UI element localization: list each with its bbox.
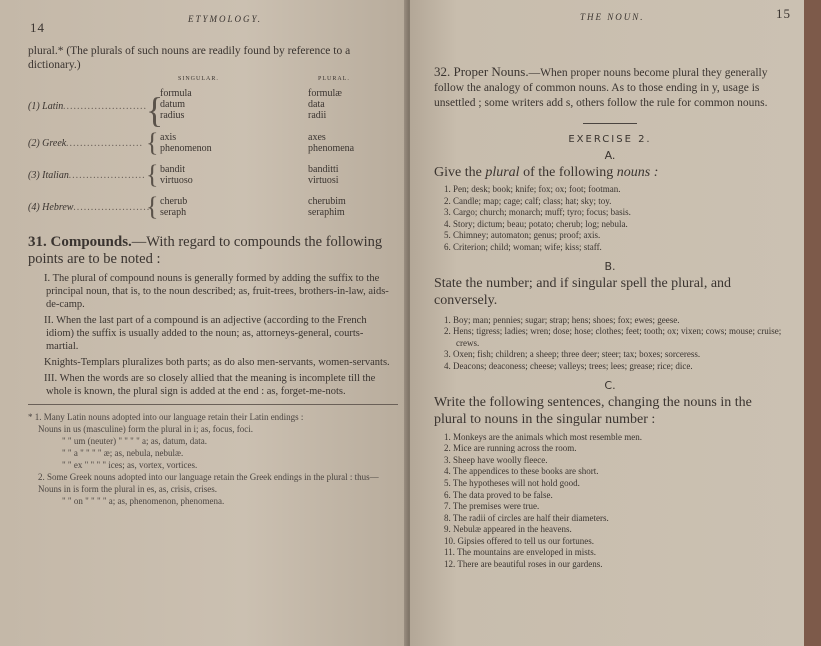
rule-number: II. [44,315,54,326]
rule-text: Knights-Templars pluralizes both parts; as do also men-servants, women-servants. [44,357,390,368]
brace-glyph: { [146,128,159,157]
plural-word: radii [308,110,327,121]
list-item: 11. The mountains are enveloped in mists. [444,547,596,558]
plural-word: formulæ [308,88,342,99]
singular-word: seraph [160,207,187,218]
left-page-number: 14 [30,20,45,35]
list-item: 5. The hypotheses will not hold good. [444,477,580,488]
rule-text: When the words are so closely allied that the meaning is incomplete till the whole is known, the plural sign is added at the end : as, forget-me-nots. [46,373,376,397]
section-divider [583,123,637,124]
plural-word: banditti [308,164,339,175]
rule-number: III. [44,373,58,384]
footnote-line: " " ex " " " " ices; as, vortex, vortices. [62,460,198,470]
leader-dots: ...................... [66,138,144,149]
rule-text: When the last part of a compound is an adjective (according to the French idiom) the suffix is usually added to the noun; as, attorneys-general, courts-martial. [46,315,367,352]
left-running-head [28,14,394,36]
section-32-title: 32. Proper Nouns. [434,64,529,79]
list-item: 2. Mice are running across the room. [444,443,577,454]
section-31-lead: —With regard to compounds the following points are to be noted : [28,234,383,267]
group-lang: (1) Latin [28,101,64,112]
list-item: 2. Candle; map; cage; calf; class; hat; sky; toy. [444,195,612,206]
part-c-list [434,432,786,571]
part-b-list [434,315,786,373]
singular-word: virtuoso [160,175,193,186]
footnotes [28,411,394,507]
plural-word: seraphim [308,207,345,218]
list-item: 3. Sheep have woolly fleece. [444,454,548,465]
instruction-italic: nouns : [616,165,659,180]
group-lang: (4) Hebrew [28,202,74,213]
plural-word: axes [308,132,326,143]
singular-column-header: SINGULAR. [178,76,219,82]
right-running-title: THE NOUN. [580,12,645,22]
exercise-title: EXERCISE 2. [568,134,652,145]
group-lang: (3) Italian [28,170,69,181]
footnote-line: Nouns in is form the plural in es, as, crisis, crises. [38,484,217,494]
right-page-number: 15 [776,6,791,21]
list-item: 4. Deacons; deaconess; cheese; valleys; trees; lees; grease; rice; dice. [444,360,693,371]
group-italian [28,160,408,189]
right-page [410,0,804,646]
singular-word: radius [160,110,185,121]
compound-rules [28,272,394,398]
right-running-head [410,0,804,22]
rule-number: I. [44,273,51,284]
singular-word: cherub [160,196,188,207]
list-item: 6. The data proved to be false. [444,489,553,500]
plural-word: virtuosi [308,175,339,186]
list-item: 5. Chimney; automaton; genus; proof; axis. [444,230,601,241]
left-running-title: ETYMOLOGY. [188,14,262,24]
part-a-letter: A. [604,149,616,162]
instruction-text: of the following [519,165,617,180]
plural-word: phenomena [308,143,355,154]
instruction-italic: plural [485,165,520,180]
part-b-instruction: State the number; and if singular spell the plural, and conversely. [434,275,732,308]
section-31-heading [28,234,394,268]
rule-item [46,272,394,311]
singular-word: phenomenon [160,143,212,154]
list-item: 1. Boy; man; pennies; sugar; strap; hens; shoes; fox; ewes; geese. [444,314,680,325]
brace-glyph: { [146,90,164,130]
instruction-text: Give the [434,165,486,180]
left-page [0,0,408,646]
plural-column-header: PLURAL. [318,76,350,82]
list-item: 10. Gipsies offered to tell us our fortunes. [444,535,595,546]
singular-word: datum [160,99,185,110]
list-item: 4. Story; dictum; beau; potato; cherub; log; nebula. [444,218,628,229]
leader-dots: ...................... [68,170,146,181]
list-item: 1. Pen; desk; book; knife; fox; ox; foot; footman. [444,184,621,194]
intro-text: plural.* (The plurals of such nouns are readily found by reference to a dictionary.) [28,45,351,71]
list-item: 7. The premises were true. [444,501,540,512]
list-item: 6. Criterion; child; woman; wife; kiss; staff. [444,241,602,252]
list-item: 9. Nebulæ appeared in the heavens. [444,524,572,535]
singular-word: bandit [160,164,185,175]
section-32-text: —When proper nouns become plural they generally follow the analogy of common nouns. As to those ending in y, usage is unsettled ; some writers add s, others follow the rule for common nouns. [434,67,768,109]
plural-table [28,76,394,226]
group-lang: (2) Greek [28,138,67,149]
group-greek [28,128,408,157]
footnote-line: * 1. Many Latin nouns adopted into our language retain their Latin endings : [28,412,304,422]
part-a-instruction [434,164,786,181]
plural-word: cherubim [308,196,346,207]
list-item: 8. The radii of circles are half their diameters. [444,512,609,523]
footnote-line: " " a " " " " æ; as, nebula, nebulæ. [62,448,184,458]
footnote-divider [28,404,398,405]
list-item: 1. Monkeys are the animals which most resemble men. [444,431,642,442]
section-31-title: 31. Compounds. [28,234,132,250]
footnote-line: " " on " " " " a; as, phenomenon, phenomena. [62,496,225,506]
list-item: 12. There are beautiful roses in our gardens. [444,559,603,570]
brace-glyph: { [146,160,159,189]
footnote-line: " " um (neuter) " " " " a; as, datum, data. [62,436,208,446]
brace-glyph: { [146,192,159,221]
part-c-letter: C. [604,378,616,392]
list-item: 3. Cargo; church; monarch; muff; tyro; focus; basis. [444,207,631,218]
section-32 [434,64,786,111]
rule-item [46,372,394,398]
rule-text: The plural of compound nouns is generally formed by adding the suffix to the principal noun, that is, to the noun described; as, fruit-trees, brothers-in-law, aids-de-camp. [46,273,389,310]
singular-word: formula [160,88,192,99]
rule-item [46,314,394,353]
part-a-list [434,184,786,254]
plural-word: data [308,99,325,110]
list-item: 4. The appendices to these books are short. [444,466,599,477]
group-hebrew [28,192,408,221]
footnote-line: Nouns in us (masculine) form the plural in i; as, focus, foci. [38,424,253,434]
leader-dots: ........................ [63,101,148,112]
part-c-instruction: Write the following sentences, changing the nouns in the plural to nouns in the singular number : [434,394,752,427]
list-item: 2. Hens; tigress; ladies; wren; dose; hose; clothes; feet; tooth; ox; vixen; cows; mouse; cruise; crews. [444,326,782,348]
rule-item [46,356,394,369]
part-b-letter: B. [604,259,616,273]
group-latin [28,88,408,130]
list-item: 3. Oxen; fish; children; a sheep; three deer; steer; tax; boxes; sorceress. [444,349,701,360]
singular-word: axis [160,132,177,143]
footnote-line: 2. Some Greek nouns adopted into our language retain the Greek endings in the plural : thus— [38,472,379,482]
leader-dots: ...................... [73,202,151,213]
